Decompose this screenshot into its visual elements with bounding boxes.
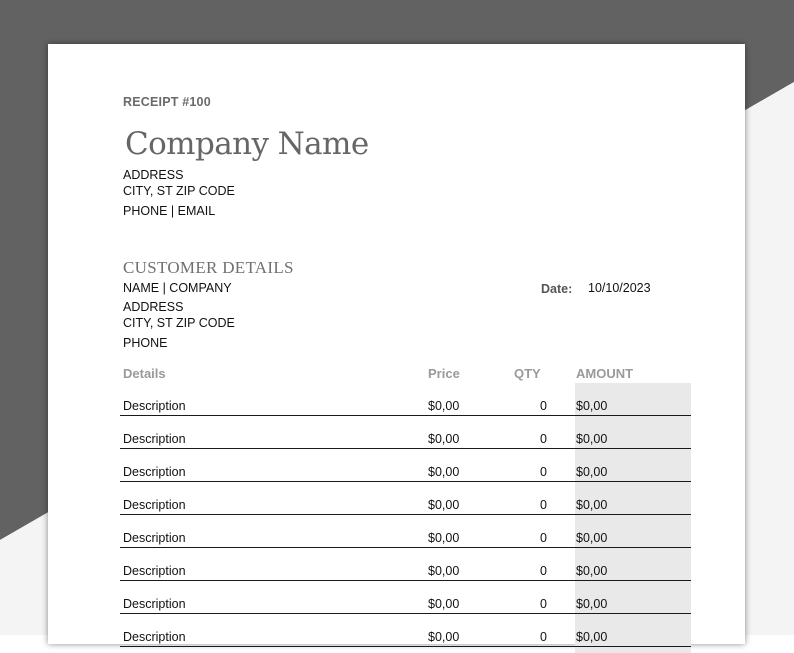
row-amount: $0,00	[576, 498, 608, 512]
company-address: ADDRESS	[123, 168, 184, 182]
row-qty: 0	[540, 564, 547, 578]
table-row	[120, 593, 691, 614]
row-price: $0,00	[428, 498, 460, 512]
date-value: 10/10/2023	[588, 281, 651, 295]
row-amount: $0,00	[576, 399, 608, 413]
row-description: Description	[123, 465, 186, 479]
company-name: Company Name	[125, 126, 369, 162]
row-price: $0,00	[428, 399, 460, 413]
row-price: $0,00	[428, 465, 460, 479]
table-row	[120, 395, 691, 416]
row-qty: 0	[540, 498, 547, 512]
row-amount: $0,00	[576, 465, 608, 479]
row-price: $0,00	[428, 597, 460, 611]
header-amount: AMOUNT	[576, 366, 634, 381]
row-qty: 0	[540, 597, 547, 611]
table-row	[120, 626, 691, 647]
row-price: $0,00	[428, 564, 460, 578]
row-price: $0,00	[428, 432, 460, 446]
receipt-number: RECEIPT #100	[123, 95, 211, 109]
row-amount: $0,00	[576, 531, 608, 545]
row-amount: $0,00	[576, 597, 608, 611]
row-description: Description	[123, 564, 186, 578]
header-qty: QTY	[514, 366, 541, 381]
table-row	[120, 428, 691, 449]
table-row	[120, 527, 691, 548]
row-description: Description	[123, 630, 186, 644]
row-qty: 0	[540, 465, 547, 479]
row-amount: $0,00	[576, 630, 608, 644]
table-row	[120, 494, 691, 515]
row-description: Description	[123, 432, 186, 446]
row-description: Description	[123, 498, 186, 512]
row-qty: 0	[540, 399, 547, 413]
header-details: Details	[123, 366, 166, 381]
row-amount: $0,00	[576, 564, 608, 578]
row-price: $0,00	[428, 531, 460, 545]
row-description: Description	[123, 531, 186, 545]
date-label: Date:	[541, 282, 573, 296]
customer-name: NAME | COMPANY	[123, 281, 232, 295]
row-price: $0,00	[428, 630, 460, 644]
customer-details-title: CUSTOMER DETAILS	[123, 258, 294, 277]
header-price: Price	[428, 366, 460, 381]
row-amount: $0,00	[576, 432, 608, 446]
row-description: Description	[123, 597, 186, 611]
table-row	[120, 461, 691, 482]
customer-city: CITY, ST ZIP CODE	[123, 316, 235, 330]
customer-phone: PHONE	[123, 336, 168, 350]
row-qty: 0	[540, 630, 547, 644]
table-row	[120, 560, 691, 581]
row-qty: 0	[540, 432, 547, 446]
company-contact: PHONE | EMAIL	[123, 204, 216, 218]
company-city: CITY, ST ZIP CODE	[123, 184, 235, 198]
receipt-page	[48, 44, 745, 644]
customer-address: ADDRESS	[123, 300, 184, 314]
row-qty: 0	[540, 531, 547, 545]
row-description: Description	[123, 399, 186, 413]
